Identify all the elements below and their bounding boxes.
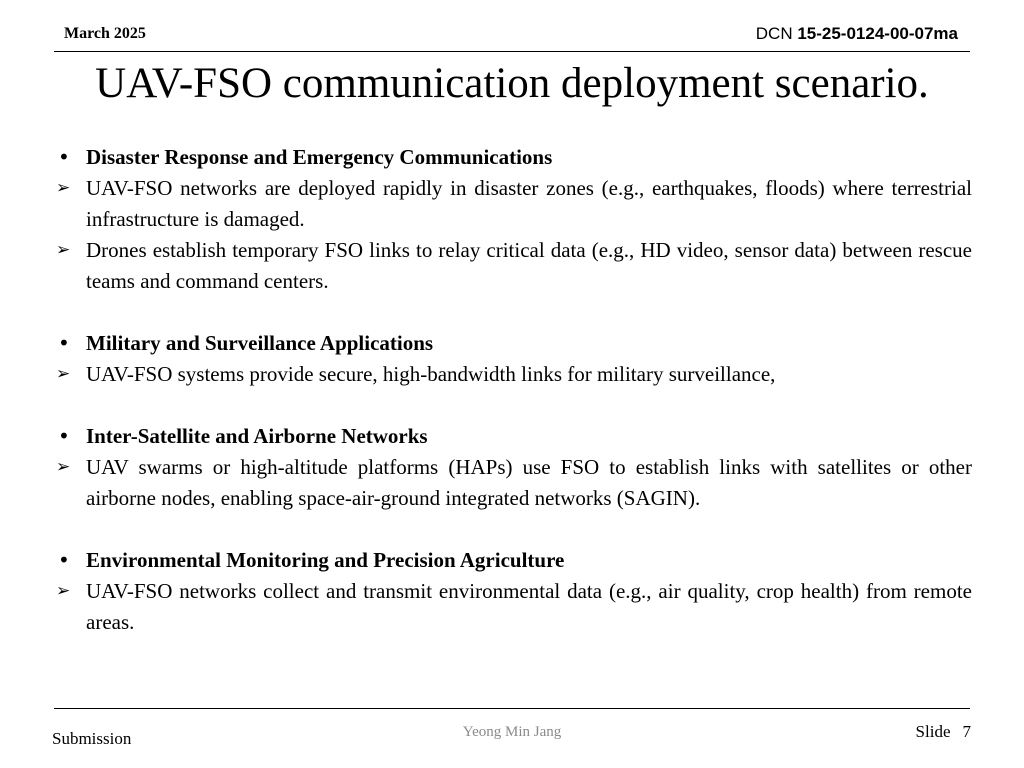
section-point — [52, 452, 972, 514]
dcn-prefix: DCN — [755, 24, 798, 43]
section-heading — [52, 421, 972, 452]
footer-submission: Submission — [52, 729, 132, 748]
section-heading — [52, 142, 972, 173]
arrow-bullet-icon: ➢ — [56, 240, 71, 260]
slide-label: Slide — [915, 722, 951, 741]
section-gap — [52, 390, 972, 421]
slide-title: UAV-FSO communication deployment scenario. — [95, 60, 929, 107]
bullet-icon: • — [58, 331, 70, 355]
arrow-bullet-icon: ➢ — [56, 581, 71, 601]
section-heading-text: Environmental Monitoring and Precision Agriculture — [86, 548, 565, 572]
header-date: March 2025 — [64, 25, 146, 42]
slide-number: 7 — [962, 722, 971, 741]
section-point — [52, 359, 972, 390]
section-point — [52, 173, 972, 235]
header-rule — [54, 51, 970, 52]
section-heading — [52, 545, 972, 576]
arrow-bullet-icon: ➢ — [56, 457, 71, 477]
section-point — [52, 235, 972, 297]
header-dcn — [756, 24, 958, 44]
footer-rule — [54, 708, 970, 709]
section-heading-text: Inter-Satellite and Airborne Networks — [86, 424, 428, 448]
section-point-text: UAV swarms or high-altitude platforms (HAPs) use FSO to establish links with satellites or other airborne nodes, enabling space-air-ground integrated networks (SAGIN). — [86, 455, 972, 510]
bullet-icon: • — [58, 548, 70, 572]
section-heading-text: Disaster Response and Emergency Communications — [86, 145, 553, 169]
slide-content — [52, 142, 972, 638]
bullet-icon: • — [58, 424, 70, 448]
section-point-text: UAV-FSO systems provide secure, high-bandwidth links for military surveillance, — [86, 362, 776, 386]
section-gap — [52, 514, 972, 545]
dcn-number: 15-25-0124-00-07ma — [797, 24, 958, 43]
footer-slide — [916, 722, 971, 742]
section-point-text: UAV-FSO networks are deployed rapidly in disaster zones (e.g., earthquakes, floods) where terrestrial infrastructure is damaged. — [86, 176, 972, 231]
arrow-bullet-icon: ➢ — [56, 178, 71, 198]
footer-author: Yeong Min Jang — [462, 724, 562, 740]
section-gap — [52, 297, 972, 328]
section-point — [52, 576, 972, 638]
section-heading — [52, 328, 972, 359]
arrow-bullet-icon: ➢ — [56, 364, 71, 384]
section-point-text: Drones establish temporary FSO links to relay critical data (e.g., HD video, sensor data) between rescue teams and command centers. — [86, 238, 972, 293]
bullet-icon: • — [58, 145, 70, 169]
section-heading-text: Military and Surveillance Applications — [86, 331, 434, 355]
section-point-text: UAV-FSO networks collect and transmit environmental data (e.g., air quality, crop health) from remote areas. — [86, 579, 972, 634]
